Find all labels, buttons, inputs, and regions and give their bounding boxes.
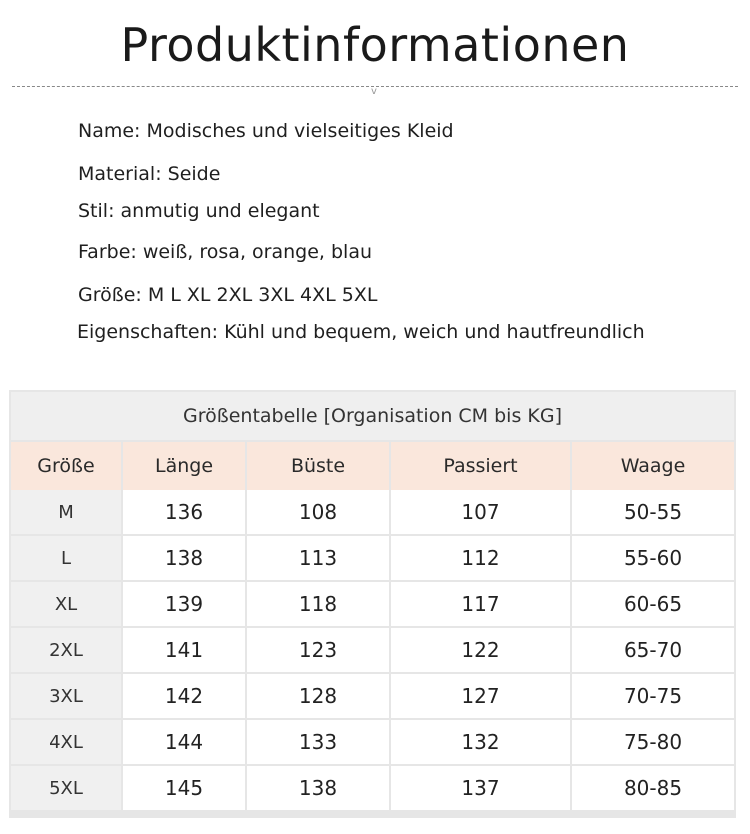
header-weight: Waage <box>572 442 734 490</box>
size-table-caption: Größentabelle [Organisation CM bis KG] <box>11 392 734 440</box>
info-features: Eigenschaften: Kühl und bequem, weich und hautfreundlich <box>77 321 645 343</box>
cell-waist: 112 <box>391 536 570 580</box>
cell-length: 136 <box>123 490 245 534</box>
cell-waist: 137 <box>391 766 570 810</box>
info-material: Material: Seide <box>78 163 221 185</box>
info-size: Größe: M L XL 2XL 3XL 4XL 5XL <box>78 284 378 306</box>
cell-bust: 123 <box>247 628 389 672</box>
cell-bust: 138 <box>247 766 389 810</box>
cell-size: L <box>11 536 121 580</box>
cell-weight: 75-80 <box>572 720 734 764</box>
cell-length: 141 <box>123 628 245 672</box>
info-style: Stil: anmutig und elegant <box>78 200 320 222</box>
cell-length: 145 <box>123 766 245 810</box>
cell-size: 4XL <box>11 720 121 764</box>
size-table <box>9 390 736 818</box>
cell-size: 3XL <box>11 674 121 718</box>
header-length: Länge <box>123 442 245 490</box>
cell-bust: 108 <box>247 490 389 534</box>
cell-bust: 128 <box>247 674 389 718</box>
cell-size: M <box>11 490 121 534</box>
cell-waist: 107 <box>391 490 570 534</box>
cell-length: 138 <box>123 536 245 580</box>
cell-waist: 127 <box>391 674 570 718</box>
cell-weight: 50-55 <box>572 490 734 534</box>
cell-length: 139 <box>123 582 245 626</box>
cell-weight: 60-65 <box>572 582 734 626</box>
cell-weight: 70-75 <box>572 674 734 718</box>
cell-bust: 113 <box>247 536 389 580</box>
cell-size: XL <box>11 582 121 626</box>
cell-length: 142 <box>123 674 245 718</box>
cell-weight: 65-70 <box>572 628 734 672</box>
cell-weight: 80-85 <box>572 766 734 810</box>
cell-weight: 55-60 <box>572 536 734 580</box>
cell-bust: 133 <box>247 720 389 764</box>
header-waist: Passiert <box>391 442 570 490</box>
header-bust: Büste <box>247 442 389 490</box>
cell-size: 2XL <box>11 628 121 672</box>
cell-waist: 122 <box>391 628 570 672</box>
cell-waist: 117 <box>391 582 570 626</box>
cell-length: 144 <box>123 720 245 764</box>
cell-bust: 118 <box>247 582 389 626</box>
info-color: Farbe: weiß, rosa, orange, blau <box>78 241 372 263</box>
header-size: Größe <box>11 442 121 490</box>
page-title: Produktinformationen <box>120 18 630 72</box>
chevron-down-icon: v <box>371 86 377 97</box>
cell-size: 5XL <box>11 766 121 810</box>
cell-waist: 132 <box>391 720 570 764</box>
info-name: Name: Modisches und vielseitiges Kleid <box>78 120 454 142</box>
